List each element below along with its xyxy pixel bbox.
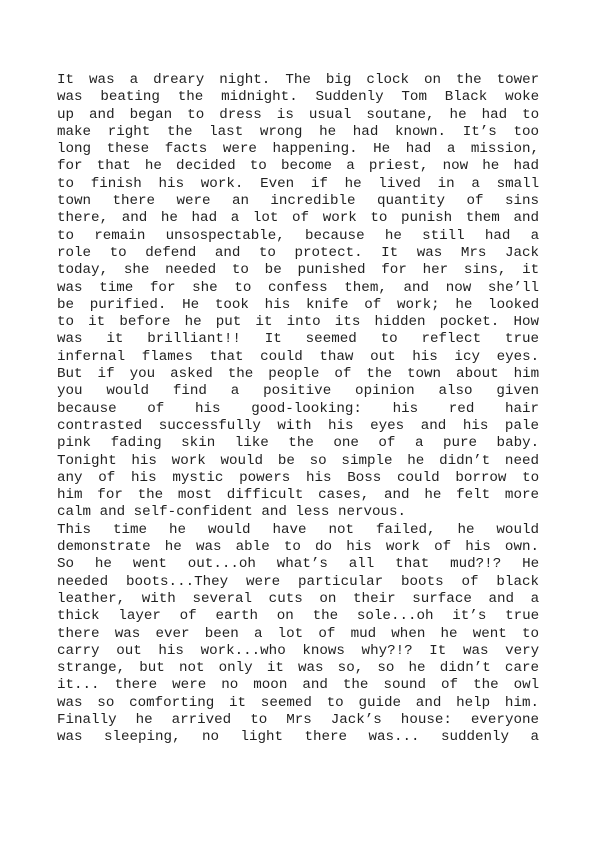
text-line: infernal flames that could thaw out his icy eyes.	[57, 348, 539, 365]
text-line: It was a dreary night. The big clock on the tower	[57, 72, 539, 88]
text-line: leather, with several cuts on their surface and a	[57, 590, 539, 607]
text-line: role to defend and to protect. It was Mrs Jack	[57, 244, 539, 261]
text-line: pink fading skin like the one of a pure baby.	[57, 435, 539, 452]
text-line: This time he would have not failed, he would	[57, 521, 539, 538]
text-line: up and began to dress is usual soutane, he had to	[57, 106, 539, 123]
text-line: for that he decided to become a priest, now he had	[57, 158, 539, 175]
text-line: demonstrate he was able to do his work of his own.	[57, 539, 539, 556]
text-line: to it before he put it into its hidden pocket. How	[57, 314, 539, 331]
text-line: it... there were no moon and the sound of the owl	[57, 677, 539, 694]
text-line: because of his good-looking: his red hair	[57, 400, 539, 417]
text-line: there, and he had a lot of work to punish them and	[57, 210, 539, 227]
text-line: strange, but not only it was so, so he didn’t care	[57, 660, 539, 677]
text-line: any of his mystic powers his Boss could borrow to	[57, 469, 539, 486]
text-line: carry out his work...who knows why?!? It was very	[57, 642, 539, 659]
text-line: make right the last wrong he had known. It’s too	[57, 123, 539, 140]
text-line: be purified. He took his knife of work; he looked	[57, 296, 539, 313]
text-line: was so comforting it seemed to guide and help him.	[57, 694, 539, 711]
text-line: was sleeping, no light there was... suddenly a	[57, 729, 539, 746]
paragraph-2	[57, 522, 539, 747]
text-line: to finish his work. Even if he lived in a small	[57, 175, 539, 192]
text-line: was it brilliant!! It seemed to reflect true	[57, 331, 539, 348]
text-line: was beating the midnight. Suddenly Tom Black woke	[57, 89, 539, 106]
text-line: him for the most difficult cases, and he felt more	[57, 487, 539, 504]
text-line: Tonight his work would be so simple he didn’t need	[57, 452, 539, 469]
text-line: thick layer of earth on the sole...oh it’s true	[57, 608, 539, 625]
text-line: contrasted successfully with his eyes and his pale	[57, 417, 539, 434]
text-line: calm and self-confident and less nervous.	[57, 504, 407, 521]
text-line: But if you asked the people of the town about him	[57, 366, 539, 383]
text-line: you would find a positive opinion also given	[57, 383, 539, 400]
text-line: long these facts were happening. He had a mission,	[57, 141, 539, 158]
text-line: today, she needed to be punished for her sins, it	[57, 262, 539, 279]
text-line: needed boots...They were particular boots of black	[57, 573, 539, 590]
paragraph-1	[57, 72, 539, 522]
text-line: town there were an incredible quantity of sins	[57, 193, 539, 210]
text-line: to remain unsospectable, because he still had a	[57, 227, 539, 244]
text-line: was time for she to confess them, and now she’ll	[57, 279, 539, 296]
text-line: So he went out...oh what’s all that mud?!? He	[57, 556, 539, 573]
story-text	[57, 72, 539, 747]
text-line: Finally he arrived to Mrs Jack’s house: everyone	[57, 711, 539, 728]
text-line: there was ever been a lot of mud when he went to	[57, 625, 539, 642]
